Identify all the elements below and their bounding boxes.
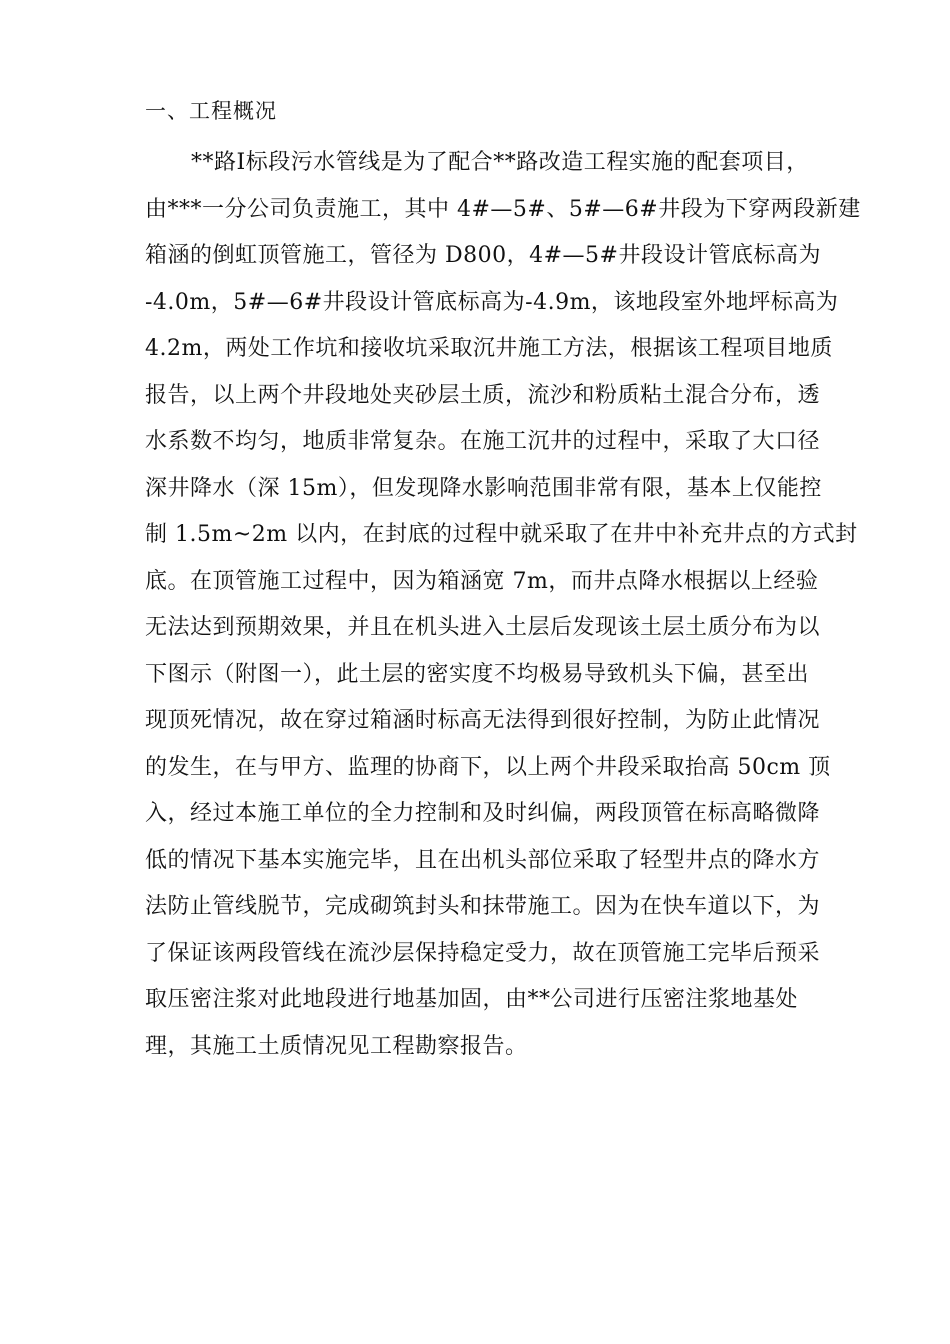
paragraph-line: 深井降水（深 15m），但发现降水影响范围非常有限，基本上仅能控 xyxy=(145,475,822,501)
paragraph-line: 下图示（附图一），此土层的密实度不均极易导致机头下偏，甚至出 xyxy=(145,661,810,687)
paragraph-line: 低的情况下基本实施完毕，且在出机头部位采取了轻型井点的降水方 xyxy=(145,847,821,873)
paragraph-line: 入，经过本施工单位的全力控制和及时纠偏，两段顶管在标高略微降 xyxy=(145,801,821,826)
body-paragraph xyxy=(145,145,861,1075)
paragraph-line: 箱涵的倒虹顶管施工，管径为 D800，4#—5#井段设计管底标高为 xyxy=(145,243,821,268)
paragraph-line: 的发生，在与甲方、监理的协商下，以上两个井段采取抬高 50cm 顶 xyxy=(145,754,831,780)
paragraph-line: 由***一分公司负责施工，其中 4#—5#、5#—6#井段为下穿两段新建 xyxy=(145,196,861,222)
paragraph-line: 4.2m，两处工作坑和接收坑采取沉井施工方法，根据该工程项目地质 xyxy=(145,336,833,361)
paragraph-line: 水系数不均匀，地质非常复杂。在施工沉井的过程中，采取了大口径 xyxy=(145,429,821,454)
paragraph-line: 底。在顶管施工过程中，因为箱涵宽 7m，而井点降水根据以上经验 xyxy=(145,568,819,594)
paragraph-line: **路Ⅰ标段污水管线是为了配合**路改造工程实施的配套项目， xyxy=(191,150,809,175)
paragraph-line: 无法达到预期效果，并且在机头进入土层后发现该土层土质分布为以 xyxy=(145,615,821,640)
paragraph-line: 了保证该两段管线在流沙层保持稳定受力，故在顶管施工完毕后预采 xyxy=(145,940,821,966)
paragraph-line: 现顶死情况，故在穿过箱涵时标高无法得到很好控制，为防止此情况 xyxy=(145,708,821,733)
paragraph-line: 取压密注浆对此地段进行地基加固，由**公司进行压密注浆地基处 xyxy=(145,987,799,1012)
paragraph-line: 理，其施工土质情况见工程勘察报告。 xyxy=(145,1033,528,1059)
paragraph-line: 报告，以上两个井段地处夹砂层土质，流沙和粉质粘土混合分布，透 xyxy=(145,382,821,408)
paragraph-line: -4.0m，5#—6#井段设计管底标高为-4.9m，该地段室外地坪标高为 xyxy=(145,289,839,315)
section-heading: 一、工程概况 xyxy=(145,99,277,123)
paragraph-line: 法防止管线脱节，完成砌筑封头和抹带施工。因为在快车道以下，为 xyxy=(145,894,821,919)
paragraph-line: 制 1.5m~2m 以内，在封底的过程中就采取了在井中补充井点的方式封 xyxy=(145,522,858,547)
